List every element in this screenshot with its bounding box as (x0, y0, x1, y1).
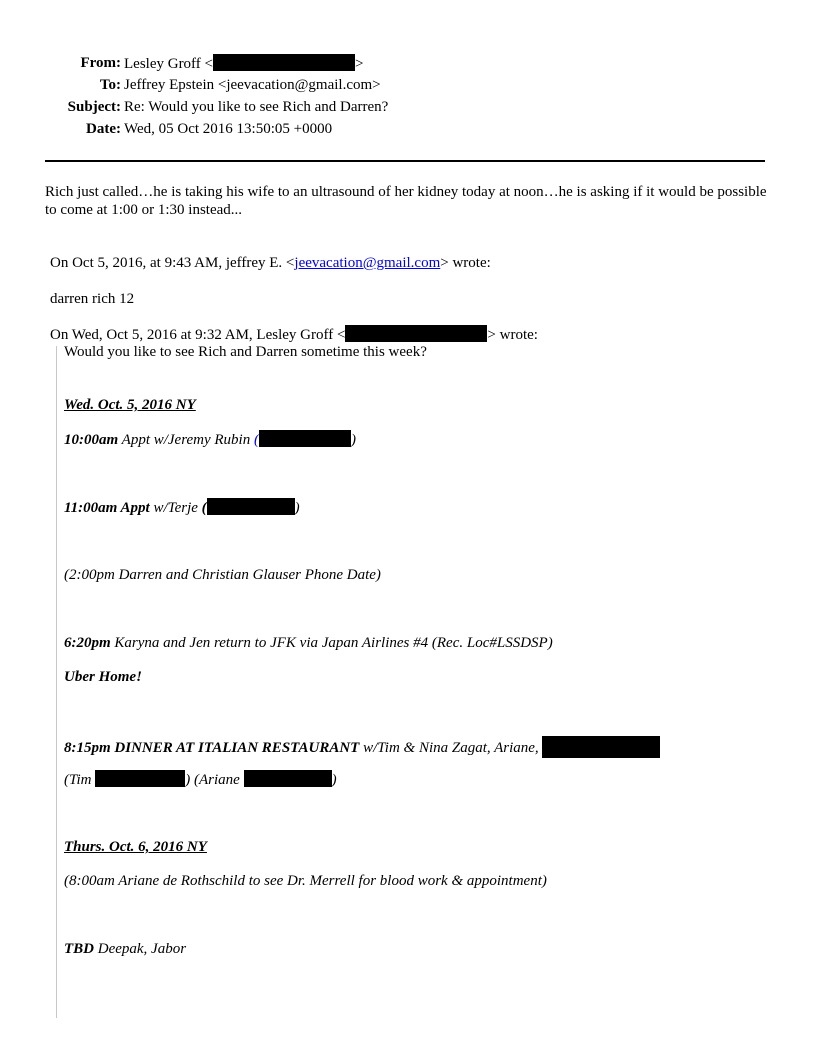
redaction-block (259, 430, 351, 447)
schedule-item: TBD Deepak, Jabor (64, 941, 187, 957)
quoted-body-1: darren rich 12 (50, 291, 135, 307)
to-label: To: (99, 77, 121, 93)
schedule-item: 6:20pm Karyna and Jen return to JFK via Japan Airlines #4 (Rec. Loc#LSSDSP) (64, 635, 553, 651)
from-value: Lesley Groff < > (124, 56, 364, 72)
day2-heading: Thurs. Oct. 6, 2016 NY (64, 839, 207, 855)
redaction-block (95, 770, 185, 787)
quote-bar (56, 346, 57, 1018)
redaction-block (213, 54, 355, 71)
day1-heading: Wed. Oct. 5, 2016 NY (64, 397, 196, 413)
schedule-item: (8:00am Ariane de Rothschild to see Dr. Merrell for blood work & appointment) (64, 873, 547, 889)
subject-label: Subject: (67, 99, 121, 115)
to-value: Jeffrey Epstein <jeevacation@gmail.com> (124, 77, 381, 93)
schedule-item: 11:00am Appt w/Terje ( ) (64, 500, 300, 516)
redaction-block (244, 770, 332, 787)
header-divider (45, 160, 765, 162)
schedule-item: 8:15pm DINNER AT ITALIAN RESTAURANT w/Tim & Nina Zagat, Ariane, (64, 736, 660, 758)
reply-body: Rich just called…he is taking his wife to an ultrasound of her kidney today at noon…he is asking if it would be possible to come at 1:00 or 1:30 instead... (45, 184, 767, 218)
email-link[interactable]: jeevacation@gmail.com (294, 255, 441, 271)
schedule-item: (Tim ) (Ariane ) (64, 772, 337, 788)
quoted-body-2: Would you like to see Rich and Darren sometime this week? (64, 344, 427, 360)
schedule-item: (2:00pm Darren and Christian Glauser Phone Date) (64, 567, 381, 583)
from-label: From: (80, 55, 121, 71)
schedule-item: Uber Home! (64, 669, 142, 685)
redaction-block (542, 736, 660, 758)
date-label: Date: (86, 121, 121, 137)
redaction-block (345, 325, 487, 342)
schedule-item: 10:00am Appt w/Jeremy Rubin ( ) (64, 432, 356, 448)
redaction-block (207, 498, 295, 515)
quoted-intro-2: On Wed, Oct 5, 2016 at 9:32 AM, Lesley Groff < > wrote: (50, 327, 538, 343)
date-value: Wed, 05 Oct 2016 13:50:05 +0000 (124, 121, 333, 137)
subject-value: Re: Would you like to see Rich and Darren? (124, 99, 389, 115)
quoted-intro-1: On Oct 5, 2016, at 9:43 AM, jeffrey E. <jeevacation@gmail.com> wrote: (50, 255, 491, 271)
